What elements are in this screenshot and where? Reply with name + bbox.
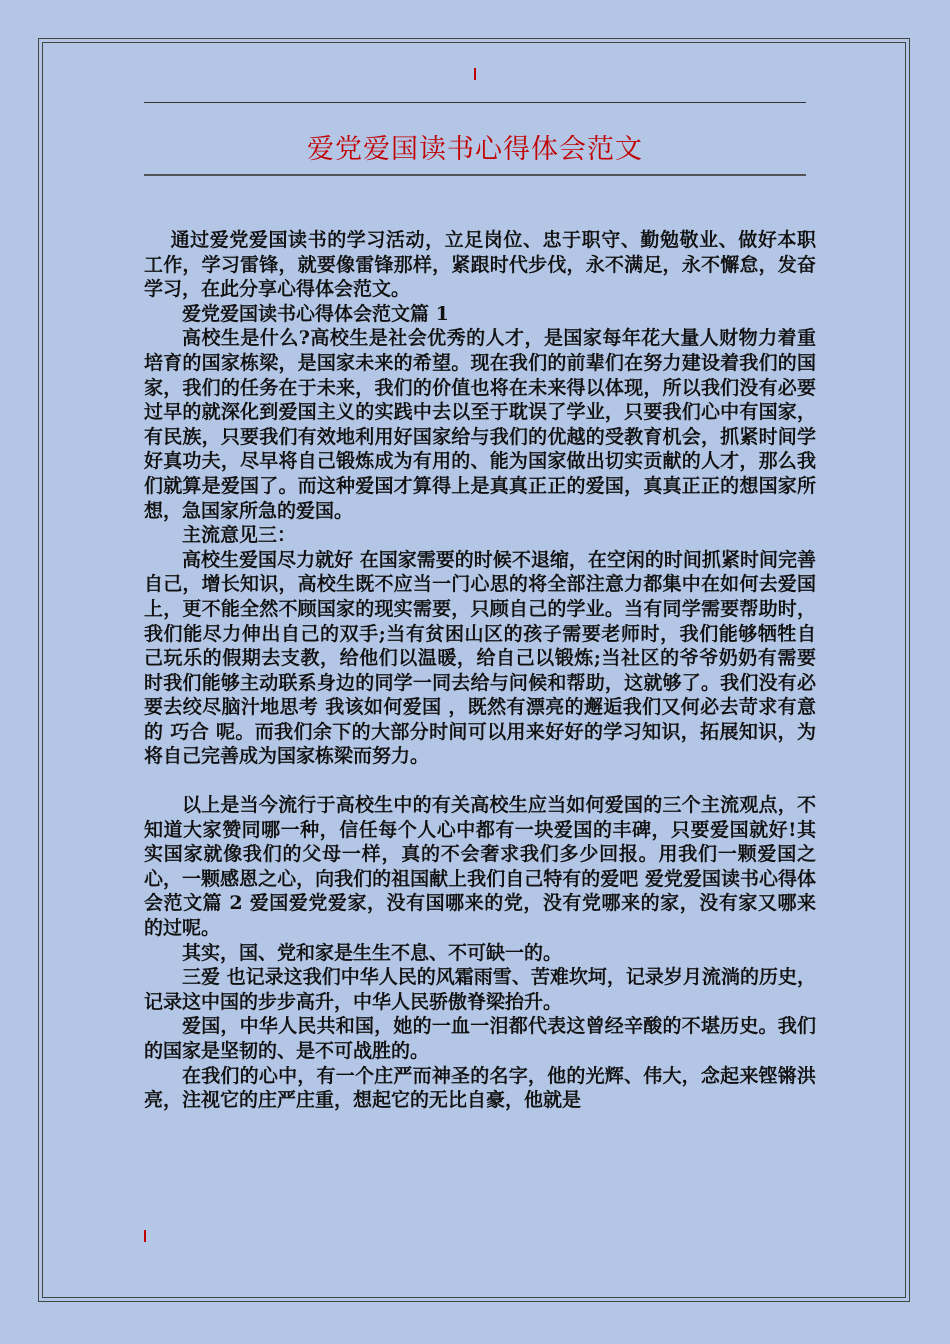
paragraph: 在我们的心中，有一个庄严而神圣的名字，他的光辉、伟大，念起来铿锵洪亮，注视它的庄严庄重，想起它的无比自豪，他就是 <box>144 1064 816 1112</box>
header-mark <box>474 68 476 80</box>
paragraph-heading-1: 爱党爱国读书心得体会范文篇 1 <box>182 302 449 325</box>
paragraph: 高校生爱国尽力就好 在国家需要的时候不退缩，在空闲的时间抓紧时间完善自己，增长知识，高校生既不应当一门心思的将全部注意力都集中在如何去爱国上，更不能全然不顾国家的现实需要，只顾自己的学业。当有同学需要帮助时，我们能尽力伸出自己的双手;当有贫困山区的孩子需要老师时，我们能够牺牲自己玩乐的假期去支教，给他们以温暖，给自己以锻炼;当社区的爷爷奶奶有需要时我们能够主动联系身边的同学一同去给与问候和帮助，这就够了。我们没有必要去绞尽脑汁地思考 我该如何爱国 ，既然有漂亮的邂逅我们又何必去苛求有意的 巧合 呢。而我们余下的大部分时间可以用来好好的学习知识，拓展知识，为将自己完善成为国家栋梁而努力。 <box>144 548 816 768</box>
paragraph: 高校生是什么?高校生是社会优秀的人才，是国家每年花大量人财物力着重培育的国家栋梁，是国家未来的希望。现在我们的前辈们在努力建设着我们的国家，我们的任务在于未来，我们的价值也将在未来得以体现，所以我们没有必要过早的就深化到爱国主义的实践中去以至于耽误了学业，只要我们心中有国家，有民族，只要我们有效地利用好国家给与我们的优越的受教育机会，抓紧时间学好真功夫，尽早将自己锻炼成为有用的、能为国家做出切实贡献的人才，那么我们就算是爱国了。而这种爱国才算得上是真真正正的爱国，真真正正的想国家所想，急国家所急的爱国。 <box>144 327 816 522</box>
paragraph: 三爱 也记录这我们中华人民的风霜雨雪、苦难坎坷，记录岁月流淌的历史，记录这中国的步步高升，中华人民骄傲脊梁抬升。 <box>144 966 816 1013</box>
document-body <box>144 228 816 1113</box>
title-rule <box>144 174 806 176</box>
paragraph: 爱国，中华人民共和国，她的一血一泪都代表这曾经辛酸的不堪历史。我们的国家是坚韧的、是不可战胜的。 <box>144 1015 816 1062</box>
paragraph: 以上是当今流行于高校生中的有关高校生应当如何爱国的三个主流观点，不知道大家赞同哪一种，信任每个人心中都有一块爱国的丰碑，只要爱国就好!其实国家就像我们的父母一样，真的不会奢求我们多少回报。用我们一颗爱国之心，一颗感恩之心，向我们的祖国献上我们自己特有的爱吧 爱党爱国读书心得体会范文篇 2 爱国爱党爱家，没有国哪来的党，没有党哪来的家，没有家又哪来的过呢。 <box>144 794 816 940</box>
paragraph-intro: 通过爱党爱国读书的学习活动，立足岗位、忠于职守、勤勉敬业、做好本职工作，学习雷锋，就要像雷锋那样，紧跟时代步伐，永不满足，永不懈怠，发奋学习，在此分享心得体会范文。 <box>144 229 816 301</box>
header-rule <box>144 102 806 103</box>
paragraph-heading-opinion: 主流意见三： <box>182 524 297 547</box>
document-title: 爱党爱国读书心得体会范文 <box>307 134 643 165</box>
footer-mark <box>144 1230 146 1242</box>
paragraph: 其实，国、党和家是生生不息、不可缺一的。 <box>182 941 563 964</box>
paragraph-gap <box>144 769 816 793</box>
